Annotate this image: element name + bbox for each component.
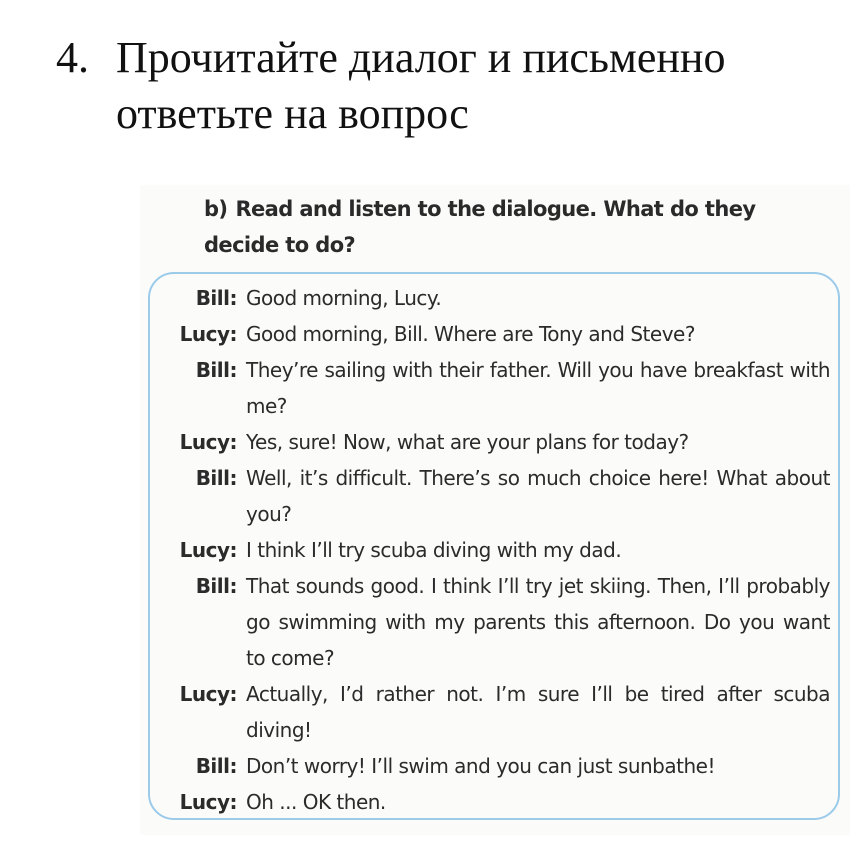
speech-text: They’re sailing with their father. Will you have breakfast with me?	[246, 358, 830, 418]
speaker-name: Lucy:	[179, 430, 237, 454]
speech-text: Good morning, Lucy.	[246, 286, 442, 310]
speech-text: I think I’ll try scuba diving with my dad.	[246, 538, 622, 562]
speaker-name: Bill:	[195, 574, 237, 598]
speaker-name: Bill:	[195, 754, 237, 778]
speaker-name: Bill:	[195, 466, 237, 490]
speaker-name: Bill:	[195, 286, 237, 310]
speaker-name: Bill:	[195, 358, 237, 382]
task-number: 4.	[56, 33, 89, 82]
exercise-instruction-text: Read and listen to the dialogue. What do they decide to do?	[204, 197, 756, 257]
speaker-name: Lucy:	[179, 322, 237, 346]
speaker-name: Lucy:	[179, 682, 237, 706]
speaker-name: Lucy:	[179, 790, 237, 814]
speech-text: Well, it’s difficult. There’s so much choice here! What about you?	[246, 466, 830, 526]
speech-text: Actually, I’d rather not. I’m sure I’ll be tired after scuba diving!	[246, 682, 830, 742]
task-text: Прочитайте диалог и письменно ответьте на вопрос	[116, 33, 726, 138]
speech-text: Oh ... OK then.	[246, 790, 386, 814]
speaker-name: Lucy:	[179, 538, 237, 562]
exercise-instruction	[204, 191, 834, 263]
speech-text: That sounds good. I think I’ll try jet skiing. Then, I’ll probably go swimming with my parents this afternoon. Do you want to come?	[246, 574, 830, 670]
speech-text: Yes, sure! Now, what are your plans for today?	[246, 430, 689, 454]
speech-text: Don’t worry! I’ll swim and you can just sunbathe!	[246, 754, 715, 778]
speech-text: Good morning, Bill. Where are Tony and Steve?	[246, 322, 695, 346]
textbook-scan	[140, 185, 850, 835]
dialogue-box	[148, 272, 840, 820]
exercise-letter: b)	[204, 197, 228, 221]
